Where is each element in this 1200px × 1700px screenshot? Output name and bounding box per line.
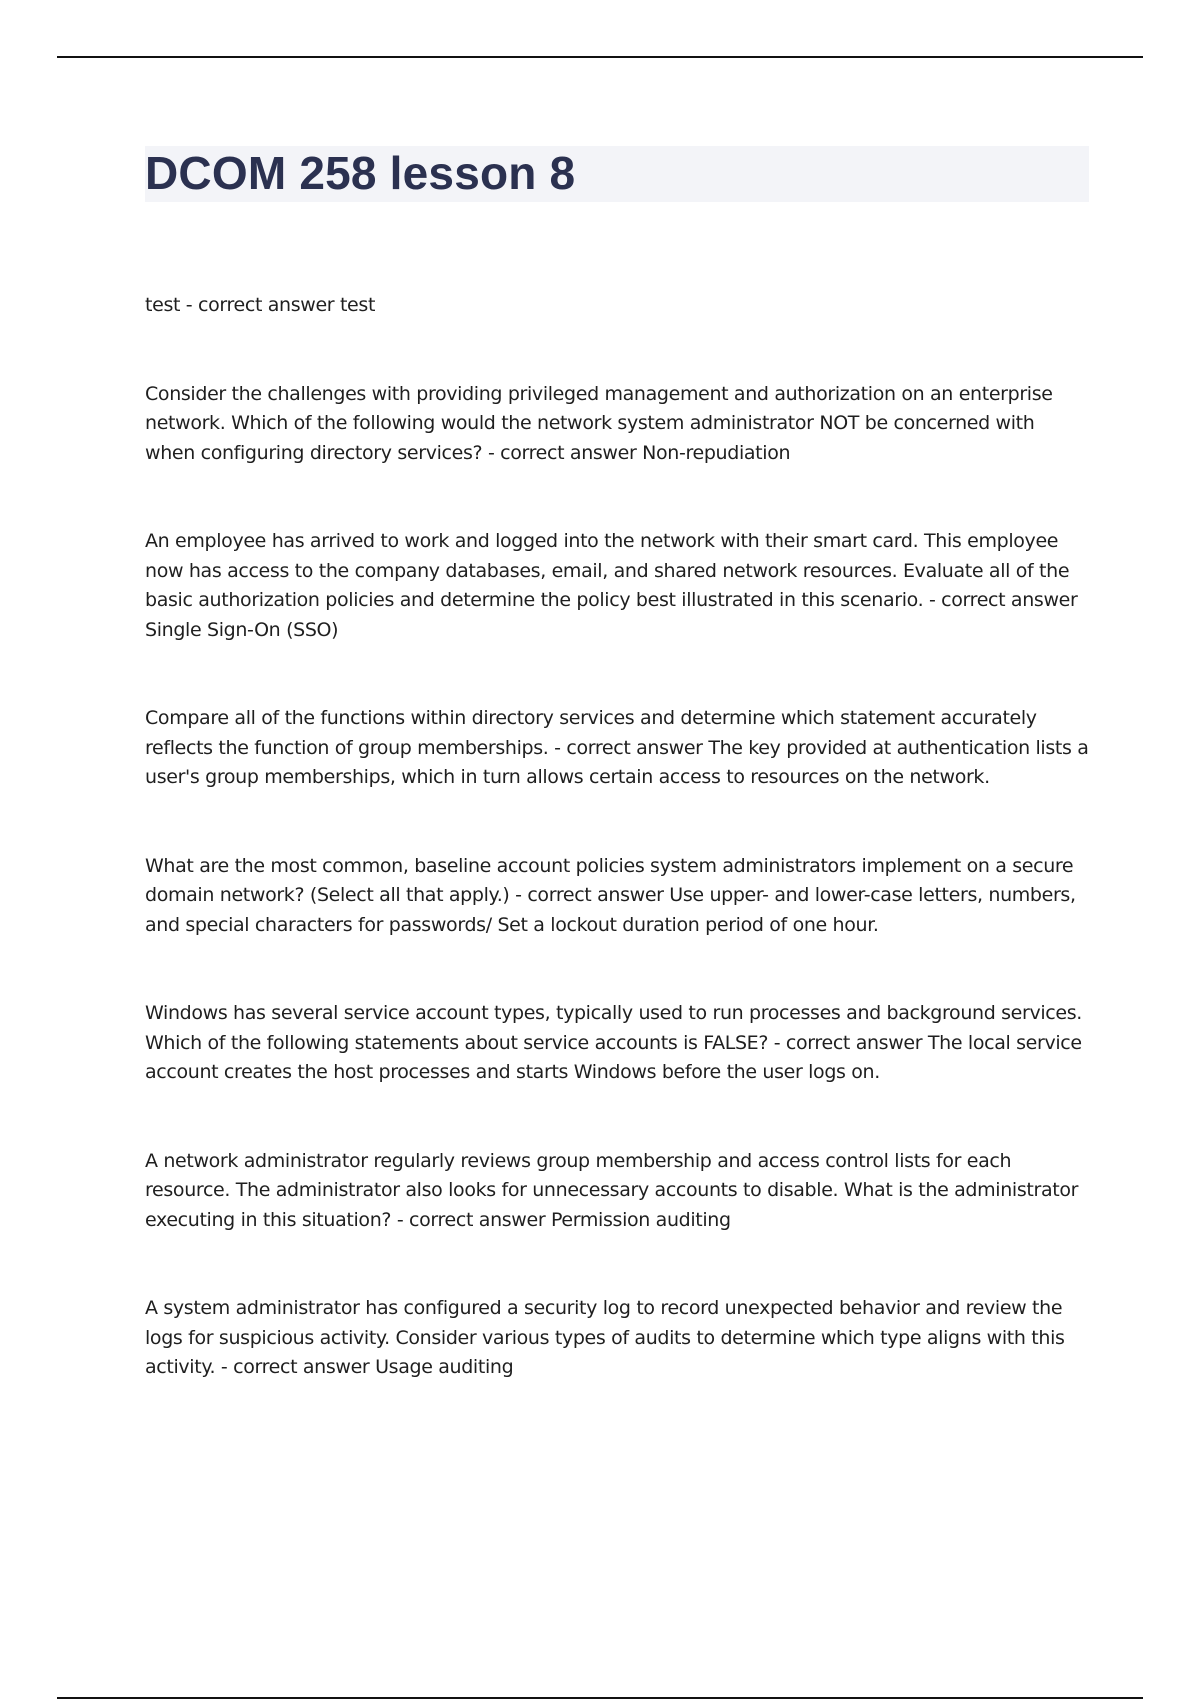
qa-list (145, 291, 1089, 1383)
qa-entry-2: Consider the challenges with providing privileged management and authorization on an enterprise network. Which of the following would the network system administrator NOT be concerned with when configuring directory services? - correct answer Non-repudiation (145, 382, 1053, 464)
qa-entry-1: test - correct answer test (145, 294, 376, 316)
qa-entry-8: A system administrator has configured a security log to record unexpected behavior and review the logs for suspicious activity. Consider various types of audits to determine which type aligns with this activity. - correct answer Usage auditing (145, 1297, 1065, 1378)
qa-entry-5: What are the most common, baseline account policies system administrators implement on a secure domain network? (Select all that apply.) - correct answer Use upper- and lower-case letters, numbers, and special characters for passwords/ Set a lockout duration period of one hour. (145, 854, 1076, 936)
qa-entry-4: Compare all of the functions within directory services and determine which statement accurately reflects the function of group memberships. - correct answer The key provided at authentication lists a user's group memberships, which in turn allows certain access to resources on the network. (145, 707, 1089, 788)
qa-entry-3: An employee has arrived to work and logged into the network with their smart card. This employee now has access to the company databases, email, and shared network resources. Evaluate all of the basic authorization policies and determine the policy best illustrated in this scenario. - correct answer Single Sign-On (SSO) (145, 530, 1078, 641)
document-title: DCOM 258 lesson 8 (145, 147, 576, 199)
qa-entry-7: A network administrator regularly reviews group membership and access control lists for each resource. The administrator also looks for unnecessary accounts to disable. What is the administrator executing in this situation? - correct answer Permission auditing (145, 1149, 1079, 1231)
qa-entry-6: Windows has several service account types, typically used to run processes and background services. Which of the following statements about service accounts is FALSE? - correct answer The local service account creates the host processes and starts Windows before the user logs on. (145, 1002, 1082, 1083)
bottom-divider (57, 1697, 1143, 1699)
top-divider (57, 56, 1143, 58)
